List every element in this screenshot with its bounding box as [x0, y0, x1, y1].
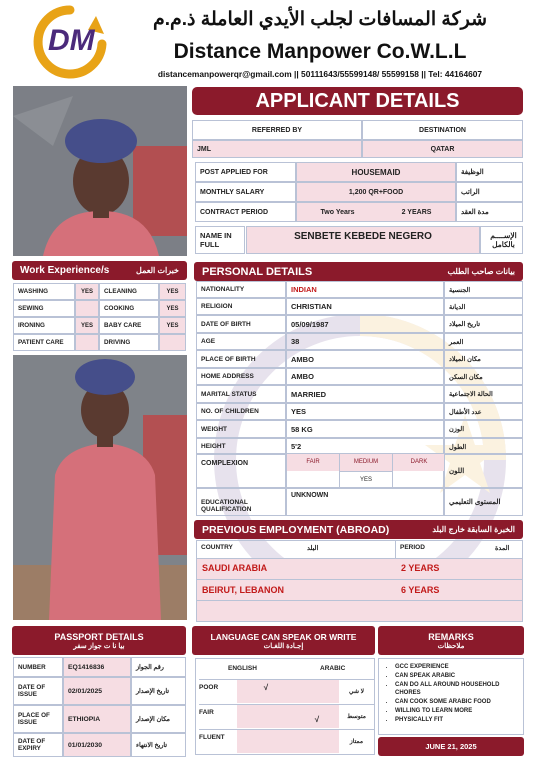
prev-period-1: 2 YEARS: [401, 563, 440, 573]
company-logo: [30, 4, 110, 80]
arabic-header: ARABIC: [320, 665, 346, 672]
personal-label: WEIGHT: [196, 420, 286, 438]
destination-label: DESTINATION: [362, 120, 523, 140]
referred-by-value: JML: [192, 140, 362, 158]
passport-label: [13, 677, 63, 705]
work-skill-left-value: [75, 300, 99, 317]
english-header: ENGLISH: [228, 665, 257, 672]
remarks-title: REMARKS: [428, 631, 474, 642]
personal-value: YES: [286, 403, 444, 420]
previous-employment-header: [194, 520, 523, 539]
work-skill-right: BABY CARE: [99, 317, 159, 334]
company-name-arabic: شركة المسافات لجلب الأيدي العاملة ذ.م.م: [152, 9, 488, 30]
logo-text: DM: [48, 24, 95, 57]
personal-details-header: [194, 262, 523, 281]
passport-label-line1: NUMBER: [18, 663, 46, 671]
passport-value: 02/01/2025: [63, 677, 131, 705]
complexion-mark: YES: [339, 471, 393, 488]
name-ar: [480, 226, 523, 254]
personal-label-ar: الحالة الاجتماعية: [444, 385, 523, 403]
language-level: FLUENT: [199, 729, 237, 753]
complexion-option-fair: FAIR: [287, 454, 339, 471]
post-label: POST APPLIED FOR: [195, 162, 296, 182]
remarks-title-ar: ملاحظات: [437, 642, 465, 650]
contract-years: 2 YEARS: [401, 208, 432, 216]
contract-ar: مدة العقد: [456, 202, 523, 222]
education-value: UNKNOWN: [286, 488, 444, 516]
arabic-mark: [295, 729, 339, 753]
name-value: SENBETE KEBEDE NEGERO: [294, 231, 432, 242]
personal-label: PLACE OF BIRTH: [196, 350, 286, 368]
passport-label-ar: مكان الإصدار: [131, 705, 186, 733]
personal-label: NO. OF CHILDREN: [196, 403, 286, 420]
personal-value: AMBO: [286, 368, 444, 385]
title-text: APPLICANT DETAILS: [255, 89, 460, 112]
passport-label-line1: DATE OF: [18, 738, 46, 745]
work-skill-left: IRONING: [13, 317, 75, 334]
remarks-list: [385, 663, 521, 725]
country-label: COUNTRY: [201, 544, 233, 551]
destination-value: QATAR: [362, 140, 523, 158]
passport-label-ar: رقم الجواز: [131, 657, 186, 677]
passport-label-line2: ISSUE: [18, 719, 37, 726]
work-skill-right: CLEANING: [99, 283, 159, 300]
work-skill-right: COOKING: [99, 300, 159, 317]
personal-label-ar: الطول: [444, 438, 523, 455]
language-title-ar: إجـادة اللغـات: [263, 642, 304, 650]
work-title: Work Experience/s: [20, 265, 110, 276]
english-mark: [237, 729, 295, 753]
language-level: FAIR: [199, 704, 237, 728]
remarks-header: [378, 626, 524, 655]
passport-label-line1: DATE OF: [18, 684, 46, 691]
passport-value: 01/01/2030: [63, 733, 131, 757]
complexion-option-dark: DARK: [393, 454, 445, 471]
passport-details-header: [12, 626, 186, 655]
work-skill-left-value: [75, 334, 99, 351]
name-label-line2: FULL: [200, 240, 220, 249]
passport-title: PASSPORT DETAILS: [54, 631, 144, 642]
work-skill-left-value: YES: [75, 317, 99, 334]
personal-value: CHRISTIAN: [286, 298, 444, 315]
personal-label-ar: تاريخ الميلاد: [444, 315, 523, 333]
post-ar: الوظيفة: [456, 162, 523, 182]
personal-label-ar: مكان السكن: [444, 368, 523, 385]
passport-label-line2: EXPIRY: [18, 745, 41, 752]
passport-value: ETHIOPIA: [63, 705, 131, 733]
previous-title: PREVIOUS EMPLOYMENT (ABROAD): [202, 523, 390, 536]
personal-title-ar: بيانات صاحب الطلب: [447, 267, 515, 276]
personal-label-ar: الديانة: [444, 298, 523, 315]
personal-value: 5'2: [286, 438, 444, 455]
personal-label-ar: العمر: [444, 333, 523, 350]
applicant-full-body-photo: [13, 355, 187, 620]
complexion-label: COMPLEXION: [196, 453, 286, 488]
work-skill-right-value: YES: [159, 283, 186, 300]
education-label-line1: EDUCATIONAL: [201, 499, 248, 506]
salary-value: 1,200 QR+FOOD: [296, 182, 456, 202]
personal-label-ar: الوزن: [444, 420, 523, 438]
personal-label-ar: مكان الميلاد: [444, 350, 523, 368]
country-ar: البلد: [307, 545, 319, 552]
period-ar: المدة: [495, 545, 510, 552]
work-skill-right-value: YES: [159, 317, 186, 334]
work-skill-right: DRIVING: [99, 334, 159, 351]
prev-country-1: SAUDI ARABIA: [202, 563, 268, 573]
name-label-line1: NAME IN: [200, 231, 232, 240]
complexion-ar: اللون: [444, 453, 523, 488]
remark-item: • GCC EXPERIENCE: [395, 663, 521, 672]
passport-label: [13, 733, 63, 757]
passport-label-line2: ISSUE: [18, 691, 37, 698]
personal-label: MARITAL STATUS: [196, 385, 286, 403]
prev-row-3-bg: [197, 600, 522, 621]
work-experience-header: [12, 261, 187, 280]
post-value: HOUSEMAID: [296, 162, 456, 182]
arabic-mark: √: [295, 704, 339, 728]
passport-label-ar: تاريخ الإصدار: [131, 677, 186, 705]
personal-value: 05/09/1987: [286, 315, 444, 333]
applicant-portrait-photo: [13, 86, 187, 256]
referred-by-label: REFERRED BY: [192, 120, 362, 140]
language-level-ar: ممتاز: [339, 729, 374, 753]
previous-employment-table: [196, 540, 523, 622]
education-ar: المستوى التعليمي: [444, 488, 523, 516]
education-label: [196, 488, 286, 516]
company-contact: distancemanpowerqr@gmail.com || 50111643/55599148/ 55599158 || Tel: 44164607: [157, 69, 483, 79]
complexion-option-medium: MEDIUM: [339, 454, 393, 471]
language-header: [192, 626, 375, 655]
passport-label-ar: تاريخ الانتهاء: [131, 733, 186, 757]
personal-label: NATIONALITY: [196, 281, 286, 298]
company-name-english: Distance Manpower Co.W.L.L: [173, 40, 467, 63]
remark-item: • WILLING TO LEARN MORE: [395, 707, 521, 716]
work-skill-right-value: YES: [159, 300, 186, 317]
language-level: POOR: [199, 679, 237, 703]
name-ar-line2: بالكامل: [492, 240, 515, 249]
passport-label-line1: PLACE OF: [18, 712, 50, 719]
applicant-details-title: [192, 87, 523, 115]
work-skill-left: WASHING: [13, 283, 75, 300]
work-skill-left: PATIENT CARE: [13, 334, 75, 351]
arabic-mark: [295, 679, 339, 703]
name-ar-line1: الإســــم: [490, 231, 517, 240]
language-title: LANGUAGE CAN SPEAK OR WRITE: [210, 631, 357, 642]
work-skill-right-value: [159, 334, 186, 351]
personal-value: 58 KG: [286, 420, 444, 438]
personal-label: RELIGION: [196, 298, 286, 315]
personal-label: HOME ADDRESS: [196, 368, 286, 385]
complexion-options: [286, 453, 444, 488]
personal-label-ar: الجنسية: [444, 281, 523, 298]
contract-value: [296, 202, 456, 222]
remarks-date: JUNE 21, 2025: [425, 742, 477, 751]
english-mark: [237, 704, 295, 728]
remark-item: • PHYSICALLY FIT: [395, 716, 521, 725]
personal-value: AMBO: [286, 350, 444, 368]
language-level-ar: لا شي: [339, 679, 374, 703]
remarks-box: [378, 658, 524, 735]
personal-value: MARRIED: [286, 385, 444, 403]
contract-text: Two Years: [320, 208, 355, 216]
name-label: [195, 226, 245, 254]
work-title-ar: خبرات العمل: [136, 266, 179, 275]
personal-title: PERSONAL DETAILS: [202, 265, 313, 278]
salary-label: MONTHLY SALARY: [195, 182, 296, 202]
language-table: [195, 658, 375, 755]
personal-value: 38: [286, 333, 444, 350]
work-skill-left: SEWING: [13, 300, 75, 317]
period-label: PERIOD: [400, 544, 425, 551]
personal-label: HEIGHT: [196, 438, 286, 455]
personal-label: AGE: [196, 333, 286, 350]
remark-item: • CAN SPEAK ARABIC: [395, 672, 521, 681]
remark-item: • CAN COOK SOME ARABIC FOOD: [395, 698, 521, 707]
remark-item: • CAN DO ALL AROUND HOUSEHOLD CHORES: [395, 681, 521, 699]
personal-value: INDIAN: [286, 281, 444, 298]
previous-title-ar: الخبرة السابقة خارج البلد: [432, 525, 515, 534]
education-label-line2: QUALIFICATION: [201, 506, 252, 513]
remarks-date-bar: [378, 737, 524, 756]
contract-label: CONTRACT PERIOD: [195, 202, 296, 222]
passport-title-ar: بيا نا ت جواز سفر: [73, 642, 125, 650]
passport-label: [13, 657, 63, 677]
passport-label: [13, 705, 63, 733]
name-value-box: [246, 226, 480, 254]
personal-label: DATE OF BIRTH: [196, 315, 286, 333]
prev-period-2: 6 YEARS: [401, 585, 440, 595]
language-level-ar: متوسط: [339, 704, 374, 728]
english-mark: √: [237, 679, 295, 703]
passport-value: EQ1416836: [63, 657, 131, 677]
personal-label-ar: عدد الأطفال: [444, 403, 523, 420]
work-skill-left-value: YES: [75, 283, 99, 300]
salary-ar: الراتب: [456, 182, 523, 202]
prev-country-2: BEIRUT, LEBANON: [202, 585, 285, 595]
